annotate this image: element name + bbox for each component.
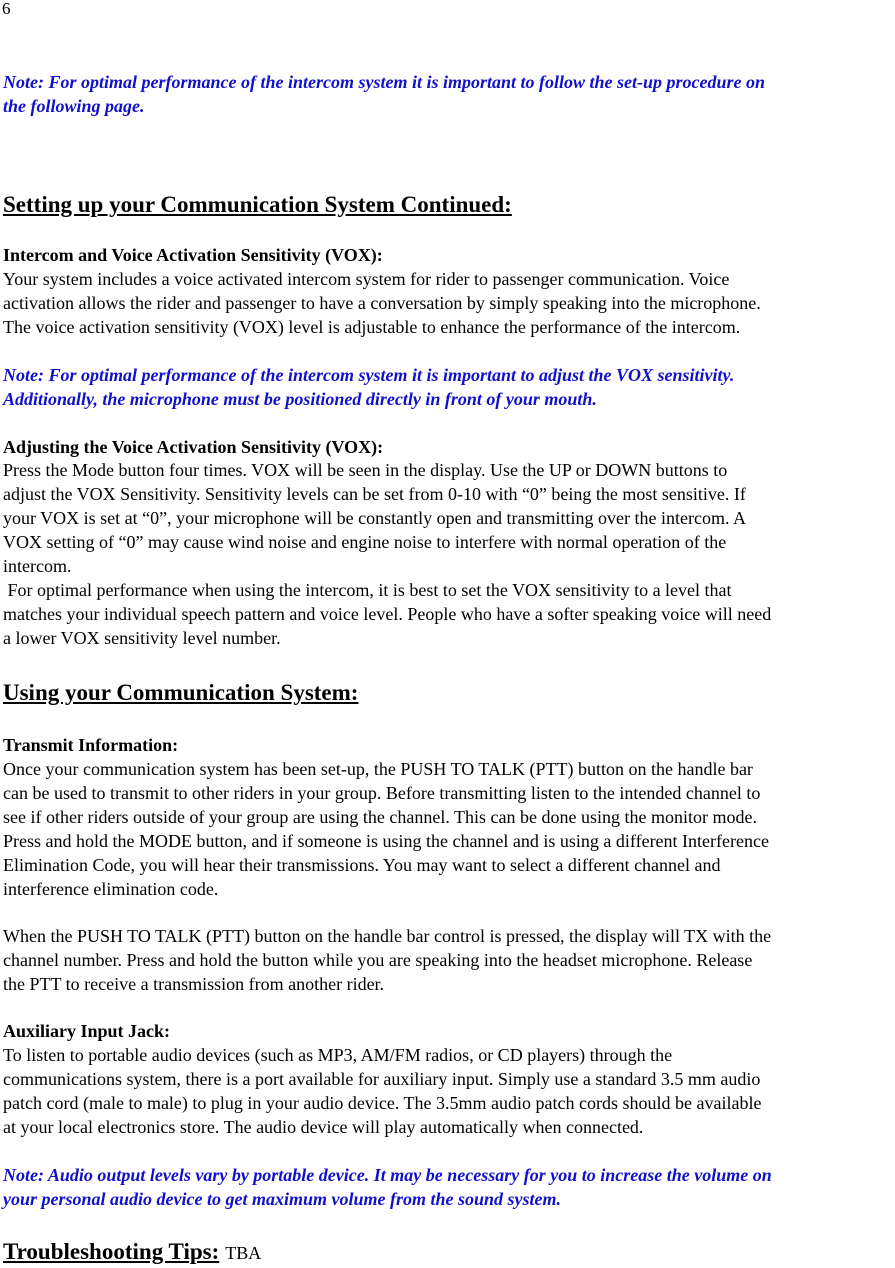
troubleshooting-heading: [3, 1238, 895, 1267]
paragraph-line: VOX setting of “0” may cause wind noise and engine noise to interfere with normal operation of the: [3, 532, 727, 552]
vox-note-line: Additionally, the microphone must be positioned directly in front of your mouth.: [3, 389, 597, 409]
vox-paragraph: [3, 267, 895, 339]
troubleshooting-text: TBA: [225, 1243, 262, 1263]
using-section-title: Using your Communication System:: [3, 680, 359, 705]
paragraph-line: adjust the VOX Sensitivity. Sensitivity levels can be set from 0-10 with “0” being the most sensitive. If: [3, 484, 746, 504]
vox-note: [3, 363, 895, 411]
aux-heading: Auxiliary Input Jack:: [3, 1021, 171, 1041]
paragraph-line: interference elimination code.: [3, 879, 219, 899]
paragraph-line: see if other riders outside of your group are using the channel. This can be done using the monitor mode.: [3, 807, 757, 827]
paragraph-line: Elimination Code, you will hear their transmissions. You may want to select a different channel and: [3, 855, 721, 875]
page-number: 6: [2, 0, 11, 18]
paragraph-line: For optimal performance when using the intercom, it is best to set the VOX sensitivity to a level that: [3, 580, 732, 600]
paragraph-line: your VOX is set at “0”, your microphone will be constantly open and transmitting over the intercom. A: [3, 508, 747, 528]
paragraph-line: can be used to transmit to other riders in your group. Before transmitting listen to the intended channel to: [3, 783, 761, 803]
paragraph-line: the PTT to receive a transmission from another rider.: [3, 974, 385, 994]
paragraph-line: Once your communication system has been set-up, the PUSH TO TALK (PTT) button on the handle bar: [3, 759, 753, 779]
top-note-line: Note: For optimal performance of the intercom system it is important to follow the set-up procedure on: [3, 72, 765, 92]
troubleshooting-title: Troubleshooting Tips:: [3, 1239, 220, 1264]
paragraph-line: matches your individual speech pattern and voice level. People who have a softer speaking voice will need: [3, 604, 772, 624]
top-note-line: the following page.: [3, 96, 145, 116]
paragraph-line: patch cord (male to male) to plug in your audio device. The 3.5mm audio patch cords should be available: [3, 1093, 762, 1113]
setup-section-title: Setting up your Communication System Continued:: [3, 192, 512, 217]
aux-note-line: Note: Audio output levels vary by portable device. It may be necessary for you to increase the volume on: [3, 1165, 772, 1185]
ptt-paragraph: [3, 924, 895, 996]
paragraph-line: To listen to portable audio devices (such as MP3, AM/FM radios, or CD players) through the: [3, 1045, 673, 1065]
top-note: [3, 70, 895, 118]
paragraph-line: Your system includes a voice activated intercom system for rider to passenger communication. Voice: [3, 269, 730, 289]
paragraph-line: a lower VOX sensitivity level number.: [3, 628, 281, 648]
paragraph-line: at your local electronics store. The audio device will play automatically when connected.: [3, 1117, 644, 1137]
vox-note-line: Note: For optimal performance of the intercom system it is important to adjust the VOX sensitivity.: [3, 365, 735, 385]
paragraph-line: The voice activation sensitivity (VOX) level is adjustable to enhance the performance of the intercom.: [3, 317, 741, 337]
aux-paragraph: [3, 1043, 895, 1139]
adjust-vox-paragraph: [3, 458, 895, 650]
aux-note: [3, 1163, 895, 1211]
transmit-heading: Transmit Information:: [3, 735, 179, 755]
aux-note-line: your personal audio device to get maximum volume from the sound system.: [3, 1189, 561, 1209]
paragraph-line: When the PUSH TO TALK (PTT) button on the handle bar control is pressed, the display will TX with the: [3, 926, 772, 946]
transmit-paragraph: [3, 757, 895, 901]
vox-heading: Intercom and Voice Activation Sensitivity (VOX):: [3, 245, 383, 265]
paragraph-line: Press and hold the MODE button, and if someone is using the channel and is using a different Interference: [3, 831, 769, 851]
paragraph-line: activation allows the rider and passenger to have a conversation by simply speaking into the microphone.: [3, 293, 761, 313]
paragraph-line: intercom.: [3, 556, 72, 576]
paragraph-line: communications system, there is a port available for auxiliary input. Simply use a standard 3.5 mm audio: [3, 1069, 761, 1089]
paragraph-line: Press the Mode button four times. VOX will be seen in the display. Use the UP or DOWN buttons to: [3, 460, 728, 480]
adjust-vox-heading: Adjusting the Voice Activation Sensitivity (VOX):: [3, 437, 384, 457]
paragraph-line: channel number. Press and hold the button while you are speaking into the headset microphone. Release: [3, 950, 753, 970]
